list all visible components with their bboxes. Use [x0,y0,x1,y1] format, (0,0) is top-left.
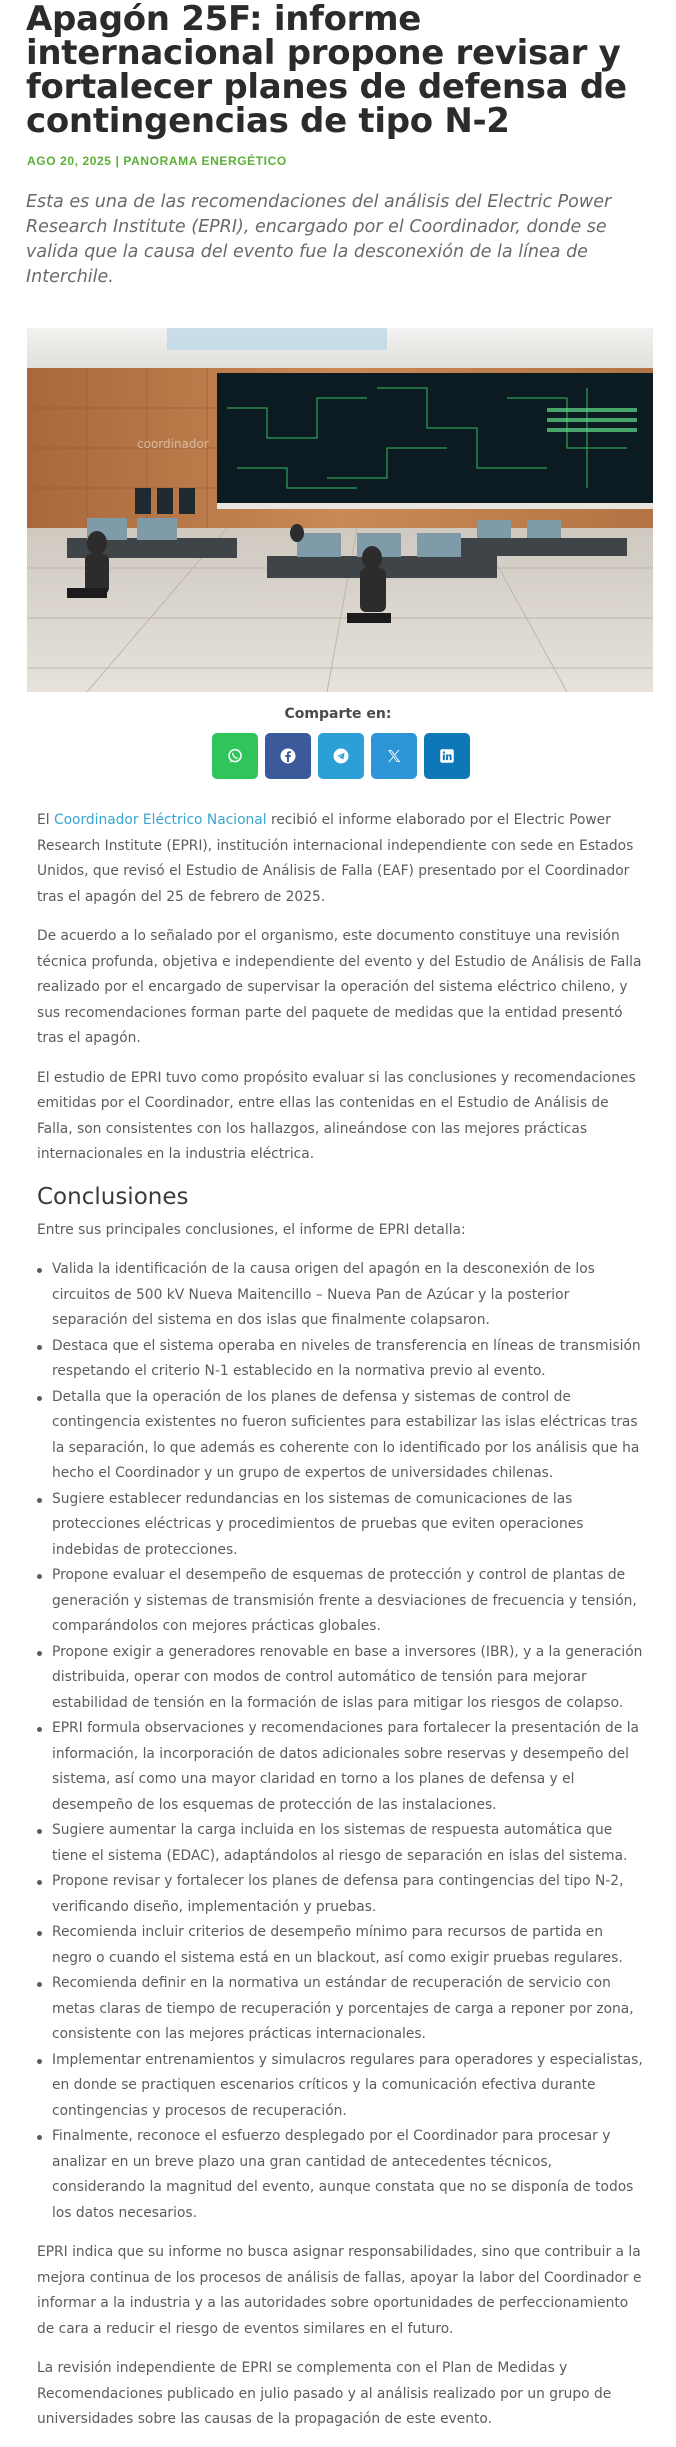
list-item: Valida la identificación de la causa origen del apagón en la desconexión de los circuitos de 500 kV Nueva Maitencillo – Nueva Pan de Azúcar y la posterior separación del sistema en dos islas que finalmente colapsaron. [37,1257,647,1334]
body-paragraph-4: EPRI indica que su informe no busca asignar responsabilidades, sino que contribuir a la mejora continua de los procesos de análisis de fallas, apoyar la labor del Coordinador e informar a la industria y a las autoridades sobre oportunidades de perfeccionamiento de cara a reducir el riesgo de eventos similares en el futuro. [37,2244,642,2337]
list-item: Propone revisar y fortalecer los planes de defensa para contingencias del tipo N-2, verificando diseño, implementación y pruebas. [37,1869,647,1920]
list-item: Sugiere establecer redundancias en los sistemas de comunicaciones de las protecciones eléctricas y procedimientos de pruebas que eviten operaciones indebidas de protecciones. [37,1487,647,1564]
p1-after: recibió el informe elaborado por el Electric Power Research Institute (EPRI), institución internacional independiente con sede en Estados Unidos, que revisó el Estudio de Análisis de Falla (EAF) presentado por el Coordinador tras el apagón del 25 de febrero de 2025. [37,812,634,905]
list-item: Implementar entrenamientos y simulacros regulares para operadores y especialistas, en donde se practiquen escenarios críticos y la comunicación efectiva durante contingencias y procesos de recuperación. [37,2048,647,2125]
telegram-icon [332,747,350,765]
article-body [37,808,647,2447]
share-whatsapp-button[interactable] [212,733,258,779]
share-linkedin-button[interactable] [424,733,470,779]
list-item: Detalla que la operación de los planes de defensa y sistemas de control de contingencia existentes no fueron suficientes para estabilizar las islas eléctricas tras la separación, lo que además es coherente con lo identificado por los análisis que ha hecho el Coordinador y un grupo de expertos de universidades chilenas. [37,1385,647,1487]
coordinador-link[interactable]: Coordinador Eléctrico Nacional [53,812,267,828]
body-paragraph-1 [37,808,647,910]
list-item: Destaca que el sistema operaba en niveles de transferencia en líneas de transmisión respetando el criterio N-1 establecido en la normativa previo al evento. [37,1334,647,1385]
p1-before: El [37,812,54,828]
facebook-icon [279,747,297,765]
list-item: Recomienda definir en la normativa un estándar de recuperación de servicio con metas claras de tiempo de recuperación y porcentajes de carga a reponer por zona, consistente con las mejores prácticas internacionales. [37,1971,647,2048]
list-item: Recomienda incluir criterios de desempeño mínimo para recursos de partida en negro o cuando el sistema está en un blackout, así como exigir pruebas regulares. [37,1920,647,1971]
share-x-button[interactable] [371,733,417,779]
share-buttons [212,733,472,779]
share-facebook-button[interactable] [265,733,311,779]
list-item: Propone evaluar el desempeño de esquemas de protección y control de plantas de generación y sistemas de transmisión frente a desviaciones de frecuencia y tensión, comparándolos con mejores prácticas globales. [37,1563,647,1640]
list-item: EPRI formula observaciones y recomendaciones para fortalecer la presentación de la información, la incorporación de datos adicionales sobre reservas y desempeño del sistema, así como una mayor claridad en torno a los planes de defensa y el desempeño de los esquemas de protección de las instalaciones. [37,1716,647,1818]
body-paragraph-3: El estudio de EPRI tuvo como propósito evaluar si las conclusiones y recomendaciones emitidas por el Coordinador, entre ellas las contenidas en el Estudio de Análisis de Falla, son consistentes con los hallazgos, alineándose con las mejores prácticas internacionales en la industria eléctrica. [37,1069,636,1162]
control-room-illustration [27,328,653,692]
conclusions-list [37,1257,647,2226]
control-room-photo [27,328,653,692]
list-item: Finalmente, reconoce el esfuerzo desplegado por el Coordinador para procesar y analizar en un breve plazo una gran cantidad de antecedentes técnicos, considerando la magnitud del evento, aunque constata que no se disponía de todos los datos necesarios. [37,2124,647,2226]
list-item: Propone exigir a generadores renovable en base a inversores (IBR), y a la generación distribuida, operar con modos de control automático de tensión para mejorar estabilidad de tensión en la formación de islas para mitigar los riesgos de colapso. [37,1640,647,1717]
share-telegram-button[interactable] [318,733,364,779]
whatsapp-icon [226,747,244,765]
linkedin-icon [438,747,456,765]
conclusions-intro: Entre sus principales conclusiones, el informe de EPRI detalla: [37,1221,466,1238]
x-icon [385,747,403,765]
wall-logo-text: coordinador [137,437,209,451]
body-paragraph-5: La revisión independiente de EPRI se complementa con el Plan de Medidas y Recomendaciones publicado en julio pasado y al análisis realizado por un grupo de universidades sobre las causas de la propagación de este evento. [37,2360,612,2427]
conclusions-heading: Conclusiones [37,1183,189,1210]
article-lead: Esta es una de las recomendaciones del análisis del Electric Power Research Institute (EPRI), encargado por el Coordinador, donde se valida que la causa del evento fue la desconexión de la línea de Interchile. [26,192,612,287]
list-item: Sugiere aumentar la carga incluida en los sistemas de respuesta automática que tiene el sistema (EDAC), adaptándolos al riesgo de separación en islas del sistema. [37,1818,647,1869]
share-label: Comparte en: [284,706,392,722]
article-meta[interactable]: AGO 20, 2025 | PANORAMA ENERGÉTICO [27,154,287,168]
body-paragraph-2: De acuerdo a lo señalado por el organismo, este documento constituye una revisión técnica profunda, objetiva e independiente del evento y del Estudio de Análisis de Falla realizado por el encargado de supervisar la operación del sistema eléctrico chileno, y sus recomendaciones forman parte del paquete de medidas que la entidad presentó tras el apagón. [37,928,642,1046]
article-title: Apagón 25F: informe internacional propone revisar y fortalecer planes de defensa de contingencias de tipo N-2 [26,0,627,141]
